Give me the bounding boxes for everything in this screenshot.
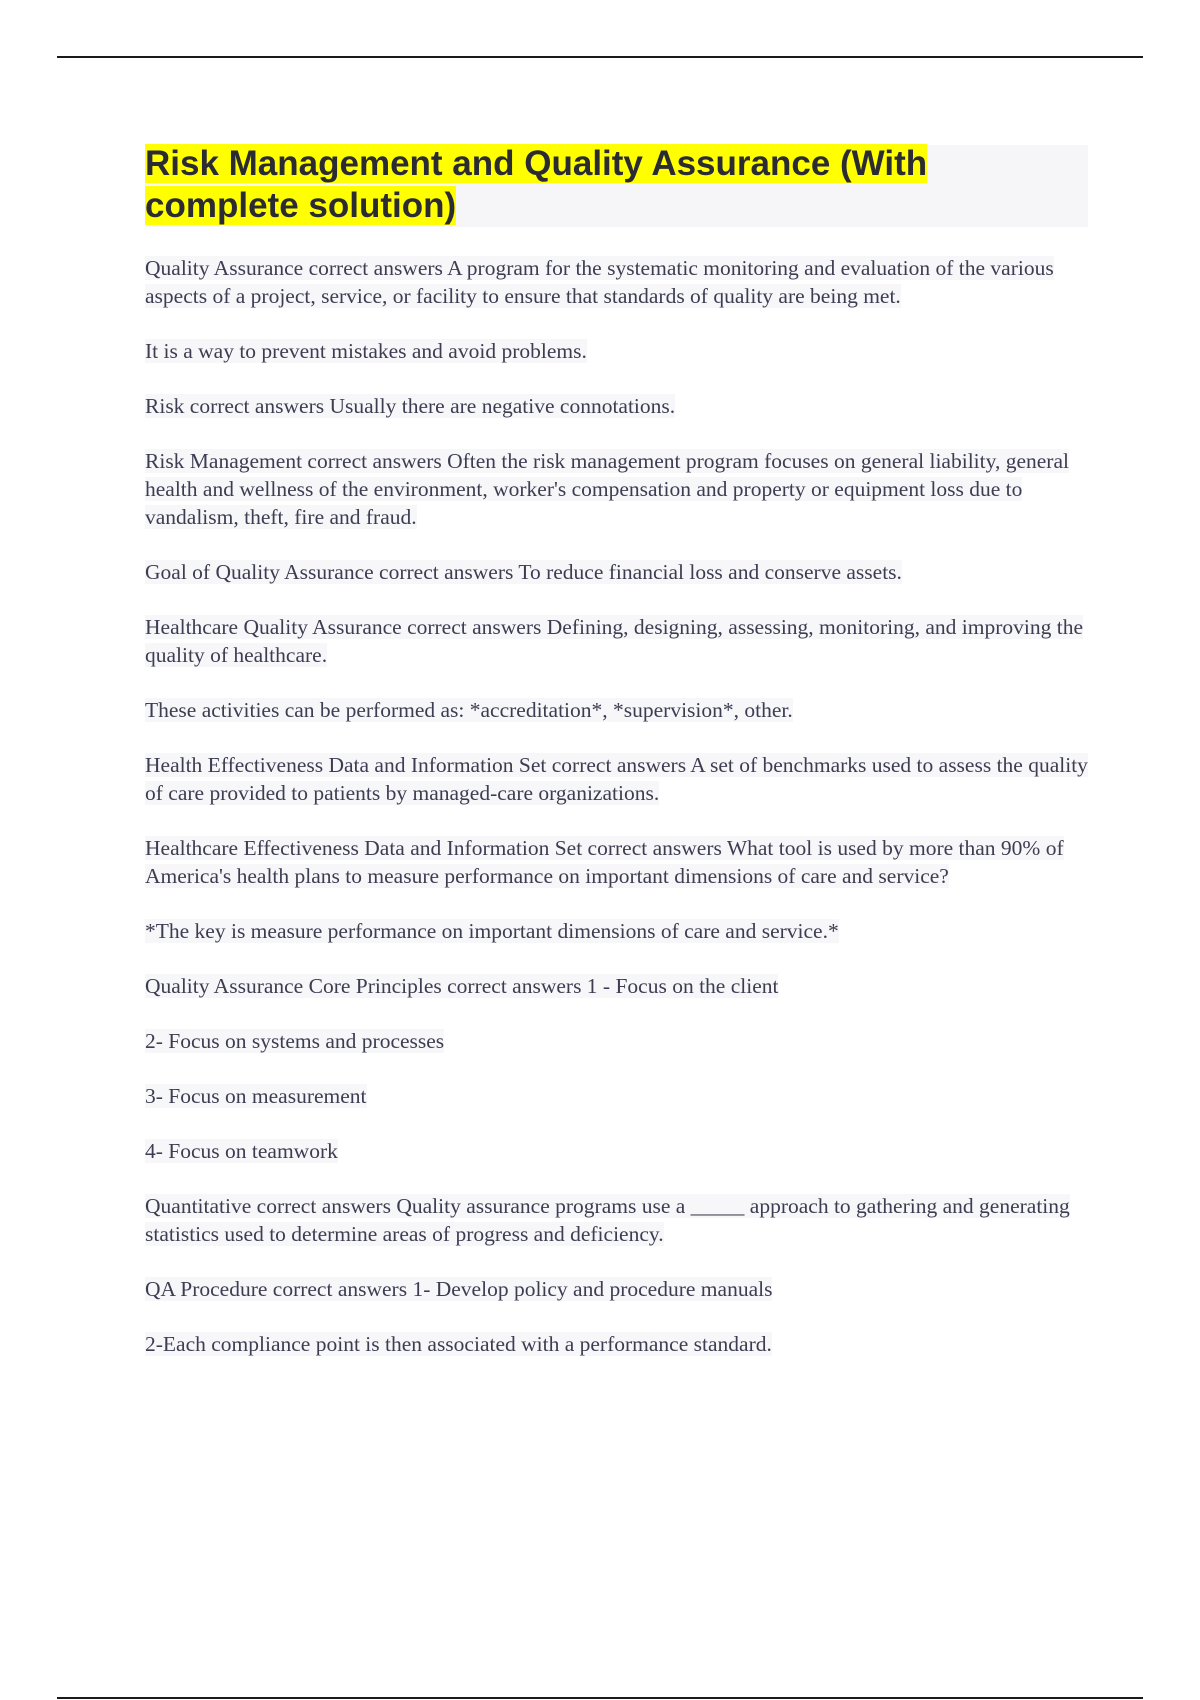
title-highlight: Risk Management and Quality Assurance (With complete solution) xyxy=(145,144,928,225)
paragraph-principle-3: 3- Focus on measurement xyxy=(145,1084,367,1108)
page-title xyxy=(145,143,1005,227)
paragraph-healthcare-qa: Healthcare Quality Assurance correct answers Defining, designing, assessing, monitoring, and improving the quality of healthcare. xyxy=(145,615,1084,667)
paragraph-goal-qa: Goal of Quality Assurance correct answers To reduce financial loss and conserve assets. xyxy=(145,560,902,584)
paragraph-hedis-tool: Healthcare Effectiveness Data and Information Set correct answers What tool is used by more than 90% of America's health plans to measure performance on important dimensions of care and service? xyxy=(145,836,1064,888)
paragraph-prevent-mistakes: It is a way to prevent mistakes and avoid problems. xyxy=(145,339,587,363)
paragraph-principle-2: 2- Focus on systems and processes xyxy=(145,1029,445,1053)
paragraph-risk: Risk correct answers Usually there are negative connotations. xyxy=(145,394,676,418)
document-body xyxy=(145,254,1095,1385)
paragraph-qa-procedure: QA Procedure correct answers 1- Develop policy and procedure manuals xyxy=(145,1277,773,1301)
bottom-rule xyxy=(57,1697,1143,1699)
paragraph-principle-4: 4- Focus on teamwork xyxy=(145,1139,338,1163)
paragraph-quantitative: Quantitative correct answers Quality assurance programs use a _____ approach to gathering and generating statistics used to determine areas of progress and deficiency. xyxy=(145,1194,1070,1246)
paragraph-activities: These activities can be performed as: *accreditation*, *supervision*, other. xyxy=(145,698,793,722)
paragraph-hedis-definition: Health Effectiveness Data and Information Set correct answers A set of benchmarks used to assess the quality of care provided to patients by managed-care organizations. xyxy=(145,753,1088,805)
top-rule xyxy=(57,56,1143,58)
paragraph-quality-assurance: Quality Assurance correct answers A program for the systematic monitoring and evaluation of the various aspects of a project, service, or facility to ensure that standards of quality are being met. xyxy=(145,256,1054,308)
paragraph-risk-management: Risk Management correct answers Often the risk management program focuses on general liability, general health and wellness of the environment, worker's compensation and property or equipment loss due to vandalism, theft, fire and fraud. xyxy=(145,449,1069,529)
paragraph-key-note: *The key is measure performance on important dimensions of care and service.* xyxy=(145,919,839,943)
paragraph-core-principles: Quality Assurance Core Principles correct answers 1 - Focus on the client xyxy=(145,974,779,998)
paragraph-compliance-point: 2-Each compliance point is then associated with a performance standard. xyxy=(145,1332,772,1356)
